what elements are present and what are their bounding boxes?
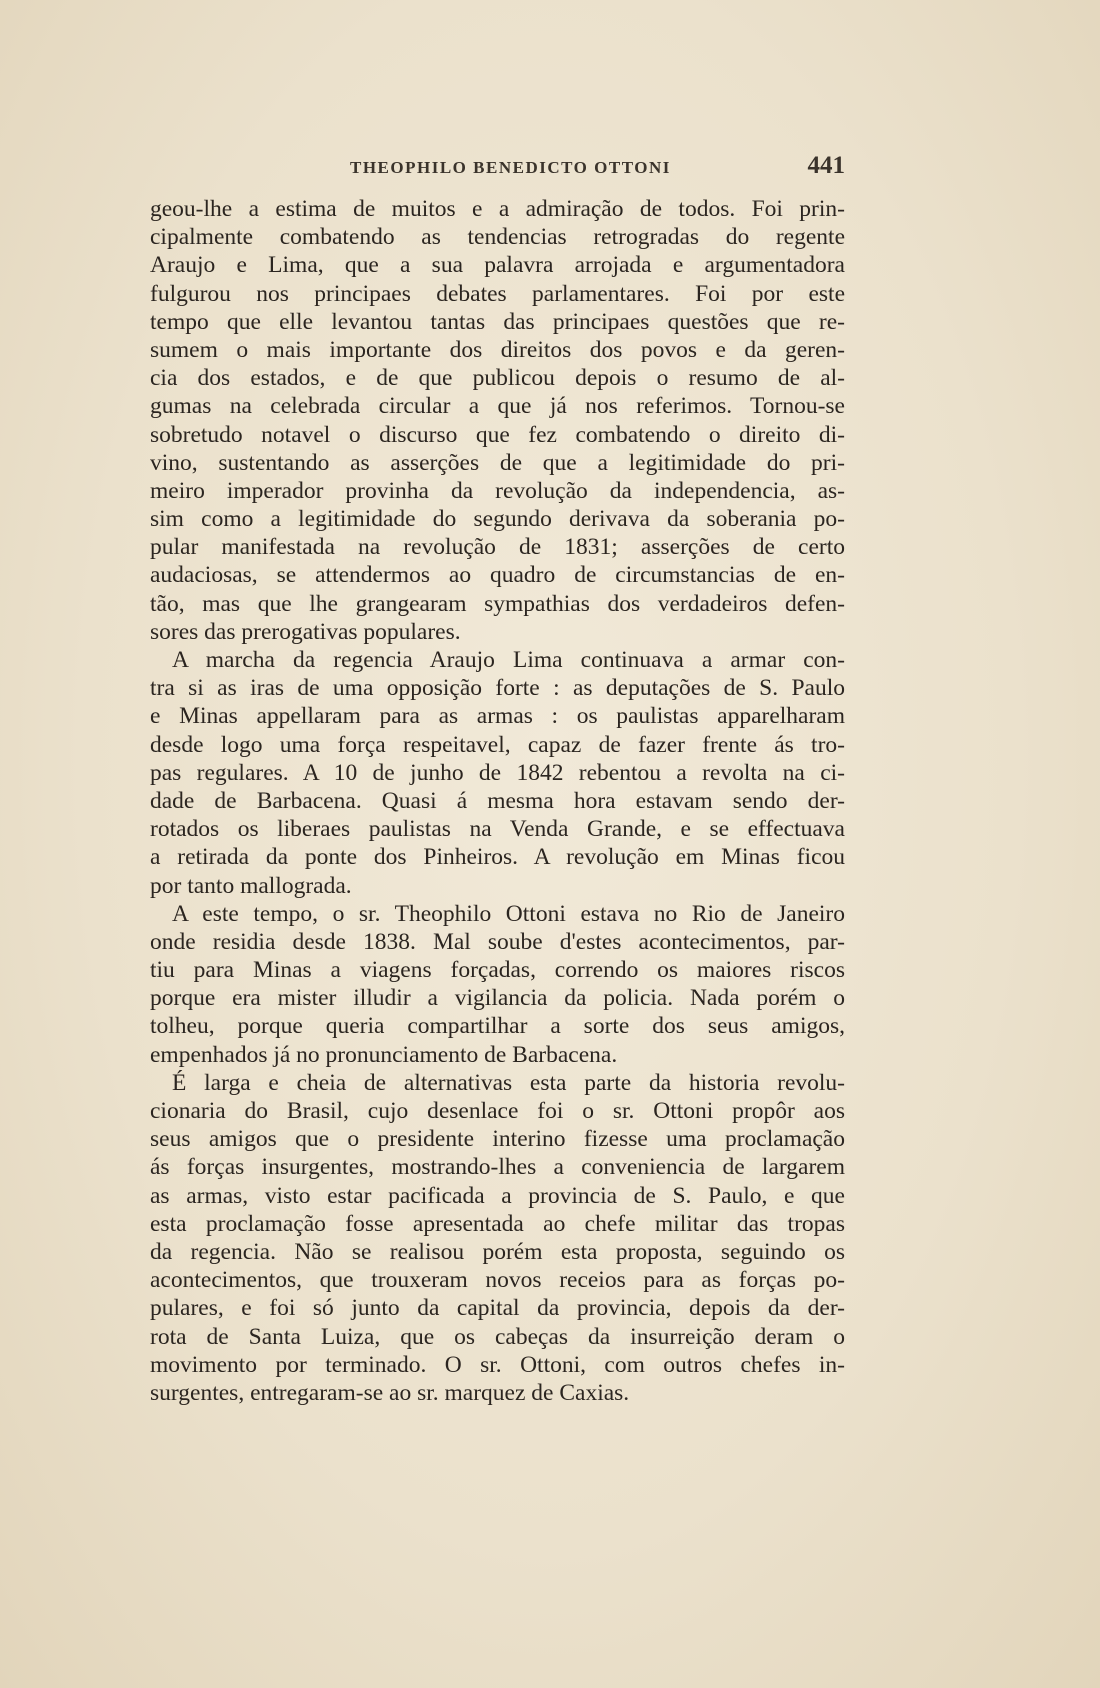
text-line: tra si as iras de uma opposição forte : as deputações de S. Paulo: [150, 675, 845, 702]
text-line: tolheu, porque queria compartilhar a sorte dos seus amigos,: [150, 1013, 845, 1040]
text-line: gumas na celebrada circular a que já nos referimos. Tornou-se: [150, 393, 845, 420]
text-line: audaciosas, se attendermos ao quadro de circumstancias de en-: [150, 562, 845, 589]
text-line: tempo que elle levantou tantas das principaes questões que re-: [150, 308, 845, 335]
text-line: sobretudo notavel o discurso que fez combatendo o direito di-: [150, 421, 845, 448]
text-line: sim como a legitimidade do segundo derivava da soberania po-: [150, 506, 845, 533]
text-line: e Minas appellaram para as armas : os paulistas apparelharam: [150, 703, 845, 730]
text-line: surgentes, entregaram-se ao sr. marquez de Caxias.: [150, 1379, 630, 1406]
body-text: [150, 195, 845, 1407]
text-line: dade de Barbacena. Quasi á mesma hora estavam sendo der-: [150, 787, 845, 814]
text-line: onde residia desde 1838. Mal soube d'estes acontecimentos, par-: [150, 928, 845, 955]
text-line: pulares, e foi só junto da capital da provincia, depois da der-: [150, 1295, 845, 1322]
text-line: A este tempo, o sr. Theophilo Ottoni estava no Rio de Janeiro: [172, 900, 845, 927]
text-line: seus amigos que o presidente interino fizesse uma proclamação: [150, 1126, 845, 1153]
running-head: [150, 150, 845, 184]
text-line: ás forças insurgentes, mostrando-lhes a conveniencia de largarem: [150, 1154, 845, 1181]
running-title: THEOPHILO BENEDICTO OTTONI: [350, 158, 671, 177]
text-line: desde logo uma força respeitavel, capaz de fazer frente ás tro-: [150, 731, 845, 758]
text-line: geou-lhe a estima de muitos e a admiração de todos. Foi prin-: [150, 196, 845, 222]
text-line: rotados os liberaes paulistas na Venda Grande, e se effectuava: [150, 816, 845, 843]
text-line: pas regulares. A 10 de junho de 1842 rebentou a revolta na ci-: [150, 759, 845, 786]
text-line: cipalmente combatendo as tendencias retrogradas do regente: [150, 224, 845, 251]
text-line: A marcha da regencia Araujo Lima continuava a armar con-: [172, 647, 845, 673]
text-line: É larga e cheia de alternativas esta parte da historia revolu-: [172, 1069, 845, 1096]
text-line: movimento por terminado. O sr. Ottoni, com outros chefes in-: [150, 1351, 845, 1378]
text-line: acontecimentos, que trouxeram novos receios para as forças po-: [150, 1267, 845, 1294]
text-line: tão, mas que lhe grangearam sympathias dos verdadeiros defen-: [150, 590, 845, 617]
text-line: a retirada da ponte dos Pinheiros. A revolução em Minas ficou: [150, 844, 845, 871]
text-line: as armas, visto estar pacificada a provincia de S. Paulo, e que: [150, 1182, 845, 1209]
text-line: esta proclamação fosse apresentada ao chefe militar das tropas: [150, 1210, 845, 1237]
text-line: porque era mister illudir a vigilancia da policia. Nada porém o: [150, 985, 845, 1012]
text-line: cionaria do Brasil, cujo desenlace foi o sr. Ottoni propôr aos: [150, 1098, 845, 1124]
text-line: fulgurou nos principaes debates parlamentares. Foi por este: [150, 280, 845, 307]
text-line: Araujo e Lima, que a sua palavra arrojada e argumentadora: [150, 252, 845, 279]
text-line: empenhados já no pronunciamento de Barbacena.: [150, 1041, 618, 1068]
page-number: 441: [807, 152, 845, 179]
text-line: sores das prerogativas populares.: [150, 618, 461, 645]
text-line: rota de Santa Luiza, que os cabeças da insurreição deram o: [150, 1323, 845, 1350]
text-line: da regencia. Não se realisou porém esta proposta, seguindo os: [150, 1238, 845, 1265]
text-line: meiro imperador provinha da revolução da independencia, as-: [150, 477, 845, 504]
text-line: por tanto mallograda.: [150, 872, 352, 899]
text-line: tiu para Minas a viagens forçadas, correndo os maiores riscos: [150, 957, 845, 984]
text-line: vino, sustentando as asserções de que a legitimidade do pri-: [150, 449, 845, 476]
text-line: sumem o mais importante dos direitos dos povos e da geren-: [150, 336, 845, 363]
text-line: pular manifestada na revolução de 1831; asserções de certo: [150, 534, 845, 561]
text-line: cia dos estados, e de que publicou depois o resumo de al-: [150, 365, 845, 392]
